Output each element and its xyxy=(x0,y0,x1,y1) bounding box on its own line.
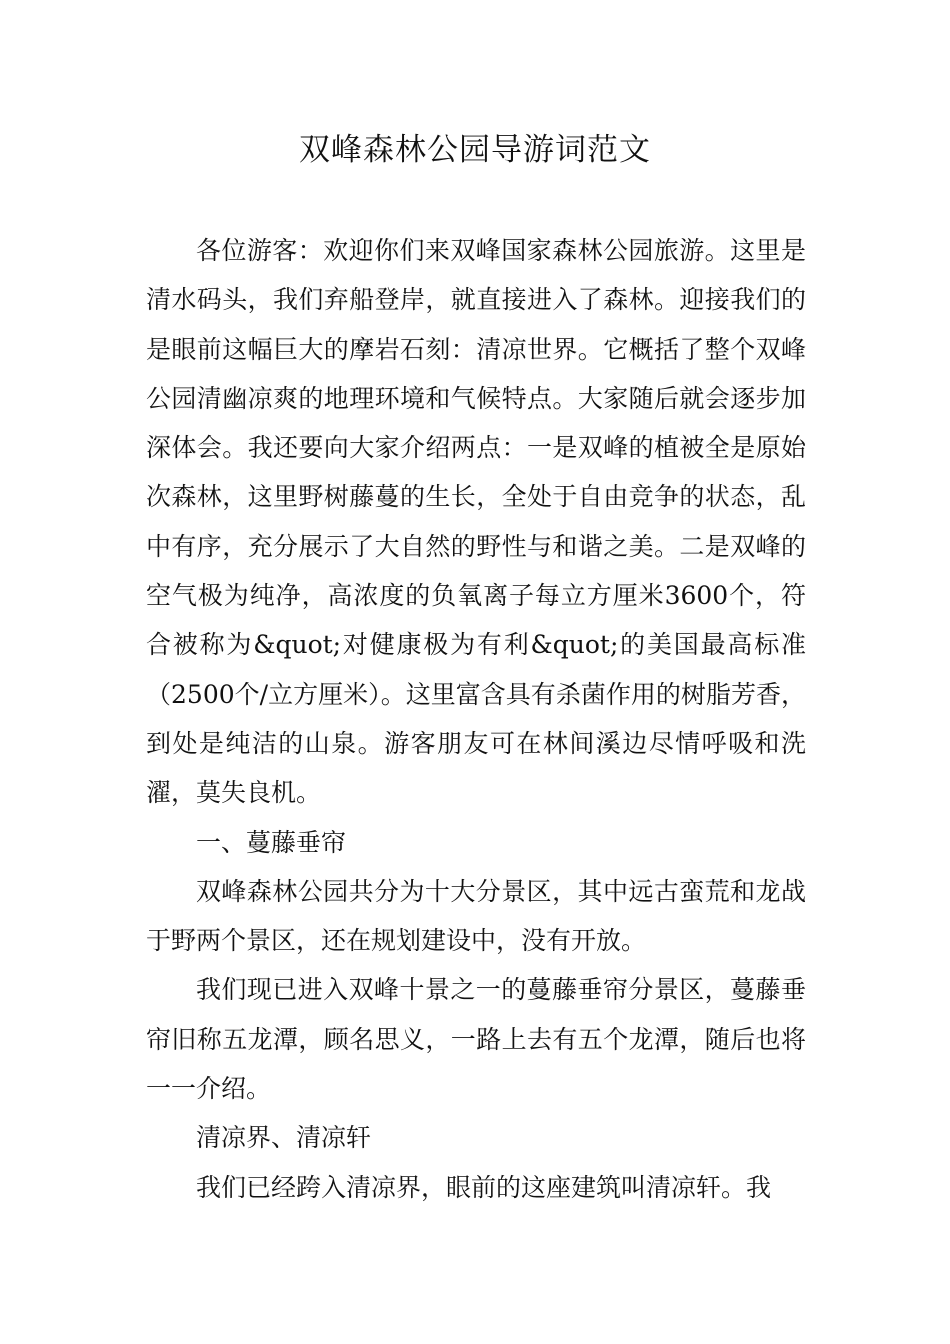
document-title: 双峰森林公园导游词范文 xyxy=(299,132,651,168)
document-body xyxy=(146,226,806,1212)
section-heading-mantengchuilian: 一、蔓藤垂帘 xyxy=(196,827,347,857)
paragraph-scenic-areas: 双峰森林公园共分为十大分景区，其中远古蛮荒和龙战于野两个景区，还在规划建设中，没有开放。 xyxy=(146,876,806,956)
paragraph-qingliangxuan: 我们已经跨入清凉界，眼前的这座建筑叫清凉轩。我 xyxy=(196,1172,772,1202)
paragraph-intro: 各位游客：欢迎你们来双峰国家森林公园旅游。这里是清水码头，我们弃船登岸，就直接进入了森林。迎接我们的是眼前这幅巨大的摩岩石刻：清凉世界。它概括了整个双峰公园清幽凉爽的地理环境和气候特点。大家随后就会逐步加深体会。我还要向大家介绍两点：一是双峰的植被全是原始次森林，这里野树藤蔓的生长，全处于自由竞争的状态，乱中有序，充分展示了大自然的野性与和谐之美。二是双峰的空气极为纯净，高浓度的负氧离子每立方厘米3600个，符合被称为&quot;对健康极为有利&quot;的美国最高标准（2500个/立方厘米）。这里富含具有杀菌作用的树脂芳香，到处是纯洁的山泉。游客朋友可在林间溪边尽情呼吸和洗濯，莫失良机。 xyxy=(146,236,806,808)
section-heading-qingliangjie: 清凉界、清凉轩 xyxy=(196,1123,372,1153)
paragraph-mantengchuilian: 我们现已进入双峰十景之一的蔓藤垂帘分景区，蔓藤垂帘旧称五龙潭，顾名思义，一路上去有五个龙潭，随后也将一一介绍。 xyxy=(146,975,806,1104)
